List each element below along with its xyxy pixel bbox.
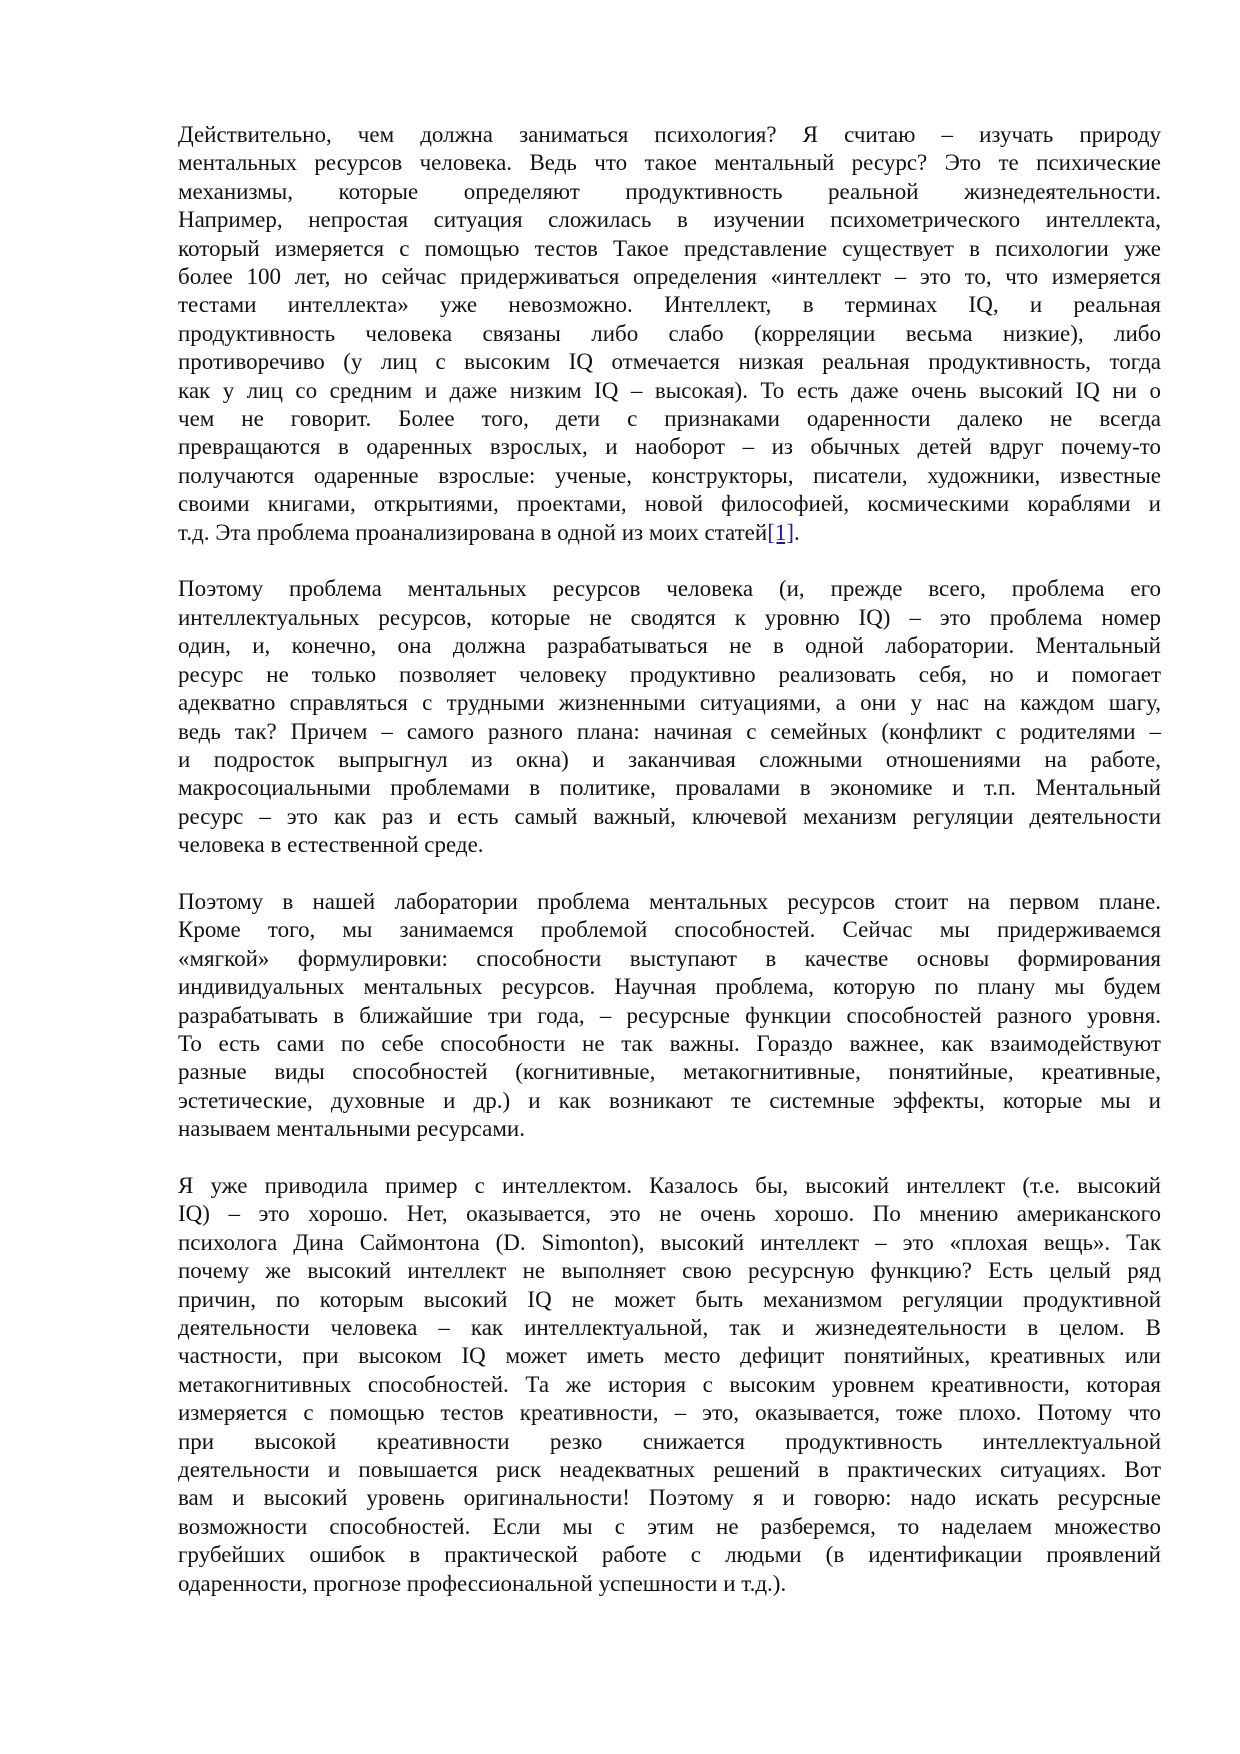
text-line: [178, 973, 1161, 1001]
text-line: [178, 121, 1161, 149]
line-text: Действительно, чем должна заниматься психология? Я считаю – изучать природу: [178, 122, 1161, 147]
line-text: То есть сами по себе способности не так важны. Гораздо важнее, как взаимодействуют: [178, 1030, 1161, 1056]
line-text: который измеряется с помощью тестов Такое представление существует в психологии уже: [178, 235, 1161, 261]
text-line: [178, 235, 1161, 263]
text-line: [178, 291, 1161, 319]
line-text: Я уже приводила пример с интеллектом. Казалось бы, высокий интеллект (т.е. высокий: [178, 1172, 1161, 1198]
text-line: [178, 1484, 1161, 1512]
text-line: [178, 519, 1161, 547]
text-line: [178, 632, 1161, 660]
line-text: ведь так? Причем – самого разного плана: начиная с семейных (конфликт с родителями –: [178, 718, 1161, 744]
line-text: Например, непростая ситуация сложилась в изучении психометрического интеллекта,: [178, 207, 1161, 233]
text-line: [178, 263, 1161, 291]
line-text: метакогнитивных способностей. Та же история с высоким уровнем креативности, которая: [178, 1371, 1161, 1397]
text-line: [178, 1087, 1161, 1115]
text-line: [178, 1342, 1161, 1370]
line-text: один, и, конечно, она должна разрабатываться не в одной лаборатории. Ментальный: [178, 633, 1161, 659]
line-text: чем не говорит. Более того, дети с признаками одаренности далеко не всегда: [178, 406, 1161, 432]
line-text: индивидуальных ментальных ресурсов. Научная проблема, которую по плану мы будем: [178, 974, 1161, 1000]
paragraph-2: [178, 575, 1161, 859]
line-text: адекватно справляться с трудными жизненными ситуациями, а они у нас на каждом шагу,: [178, 690, 1161, 716]
paragraph-1: [178, 121, 1161, 547]
text-line: [178, 206, 1161, 234]
paragraph-3: [178, 888, 1161, 1144]
text-line: [178, 1286, 1161, 1314]
paragraph-4: [178, 1172, 1161, 1598]
text-line: [178, 490, 1161, 518]
line-text: разные виды способностей (когнитивные, метакогнитивные, понятийные, креативные,: [178, 1059, 1161, 1085]
text-line: [178, 604, 1161, 632]
line-text: интеллектуальных ресурсов, которые не сводятся к уровню IQ) – это проблема номер: [178, 604, 1161, 630]
line-text: эстетические, духовные и др.) и как возникают те системные эффекты, которые мы и: [178, 1087, 1161, 1113]
line-text: «мягкой» формулировки: способности выступают в качестве основы формирования: [178, 945, 1161, 971]
text-line: [178, 348, 1161, 376]
line-text: измеряется с помощью тестов креативности, – это, оказывается, тоже плохо. Потому что: [178, 1400, 1161, 1426]
text-line: [178, 433, 1161, 461]
end-punctuation: .: [794, 519, 800, 545]
text-line: [178, 718, 1161, 746]
text-line: [178, 1058, 1161, 1086]
line-text: называем ментальными ресурсами.: [178, 1116, 525, 1142]
text-line: [178, 377, 1161, 405]
text-line: [178, 1115, 1161, 1143]
text-line: [178, 1456, 1161, 1484]
text-line: [178, 945, 1161, 973]
line-text: механизмы, которые определяют продуктивность реальной жизнедеятельности.: [178, 178, 1161, 204]
text-line: [178, 1172, 1161, 1200]
document-body: [178, 121, 1161, 1626]
line-text: причин, по которым высокий IQ не может быть механизмом регуляции продуктивной: [178, 1286, 1161, 1312]
text-line: [178, 916, 1161, 944]
text-line: [178, 831, 1161, 859]
line-text: грубейших ошибок в практической работе с людьми (в идентификации проявлений: [178, 1542, 1161, 1568]
text-line: [178, 1002, 1161, 1030]
line-text: человека в естественной среде.: [178, 832, 484, 858]
line-text: ресурс – это как раз и есть самый важный, ключевой механизм регуляции деятельности: [178, 803, 1161, 829]
line-text: частности, при высоком IQ может иметь место дефицит понятийных, креативных или: [178, 1343, 1161, 1369]
line-text: одаренности, прогнозе профессиональной успешности и т.д.).: [178, 1570, 787, 1596]
text-line: [178, 1257, 1161, 1285]
text-line: [178, 661, 1161, 689]
text-line: [178, 689, 1161, 717]
text-line: [178, 1399, 1161, 1427]
line-text: Поэтому проблема ментальных ресурсов человека (и, прежде всего, проблема его: [178, 576, 1161, 602]
footnote-link[interactable]: [1]: [767, 519, 795, 545]
text-line: [178, 1513, 1161, 1541]
text-line: [178, 746, 1161, 774]
text-line: [178, 1541, 1161, 1569]
line-text: вам и высокий уровень оригинальности! Поэтому я и говорю: надо искать ресурсные: [178, 1485, 1161, 1511]
line-text: Кроме того, мы занимаемся проблемой способностей. Сейчас мы придерживаемся: [178, 917, 1161, 943]
line-text: IQ) – это хорошо. Нет, оказывается, это не очень хорошо. По мнению американского: [178, 1201, 1161, 1227]
line-text: психолога Дина Саймонтона (D. Simonton), высокий интеллект – это «плохая вещь». Так: [178, 1229, 1161, 1255]
line-text: получаются одаренные взрослые: ученые, конструкторы, писатели, художники, известные: [178, 462, 1161, 488]
text-line: [178, 1229, 1161, 1257]
line-text: тестами интеллекта» уже невозможно. Интеллект, в терминах IQ, и реальная: [178, 292, 1161, 318]
line-text: продуктивность человека связаны либо слабо (корреляции весьма низкие), либо: [178, 320, 1161, 346]
text-line: [178, 1428, 1161, 1456]
text-line: [178, 575, 1161, 603]
line-text: как у лиц со средним и даже низким IQ – высокая). То есть даже очень высокий IQ ни о: [178, 377, 1161, 403]
text-line: [178, 888, 1161, 916]
text-line: [178, 1371, 1161, 1399]
line-text: ментальных ресурсов человека. Ведь что такое ментальный ресурс? Это те психические: [178, 150, 1161, 176]
line-text: более 100 лет, но сейчас придерживаться определения «интеллект – это то, что измеряется: [178, 264, 1161, 290]
line-text: и подросток выпрыгнул из окна) и заканчивая сложными отношениями на работе,: [178, 746, 1161, 772]
text-line: [178, 405, 1161, 433]
line-text: Поэтому в нашей лаборатории проблема ментальных ресурсов стоит на первом плане.: [178, 888, 1161, 914]
line-text: макросоциальными проблемами в политике, провалами в экономике и т.п. Ментальный: [178, 775, 1161, 801]
text-line: [178, 149, 1161, 177]
text-line: [178, 803, 1161, 831]
line-text: превращаются в одаренных взрослых, и наоборот – из обычных детей вдруг почему-то: [178, 434, 1161, 460]
line-text: при высокой креативности резко снижается продуктивность интеллектуальной: [178, 1428, 1161, 1454]
line-text: т.д. Эта проблема проанализирована в одной из моих статей: [178, 519, 768, 545]
text-line: [178, 1200, 1161, 1228]
text-line: [178, 1030, 1161, 1058]
line-text: ресурс не только позволяет человеку продуктивно реализовать себя, но и помогает: [178, 661, 1161, 687]
text-line: [178, 320, 1161, 348]
text-line: [178, 774, 1161, 802]
line-text: возможности способностей. Если мы с этим не разберемся, то наделаем множество: [178, 1513, 1161, 1539]
text-line: [178, 1314, 1161, 1342]
text-line: [178, 1570, 1161, 1598]
line-text: разрабатывать в ближайшие три года, – ресурсные функции способностей разного уровня.: [178, 1002, 1161, 1028]
line-text: деятельности человека – как интеллектуальной, так и жизнедеятельности в целом. В: [178, 1315, 1161, 1341]
text-line: [178, 462, 1161, 490]
line-text: деятельности и повышается риск неадекватных решений в практических ситуациях. Вот: [178, 1457, 1161, 1483]
line-text: почему же высокий интеллект не выполняет свою ресурсную функцию? Есть целый ряд: [178, 1258, 1161, 1284]
text-line: [178, 178, 1161, 206]
line-text: противоречиво (у лиц с высоким IQ отмечается низкая реальная продуктивность, тогда: [178, 349, 1161, 375]
line-text: своими книгами, открытиями, проектами, новой философией, космическими кораблями и: [178, 491, 1161, 517]
